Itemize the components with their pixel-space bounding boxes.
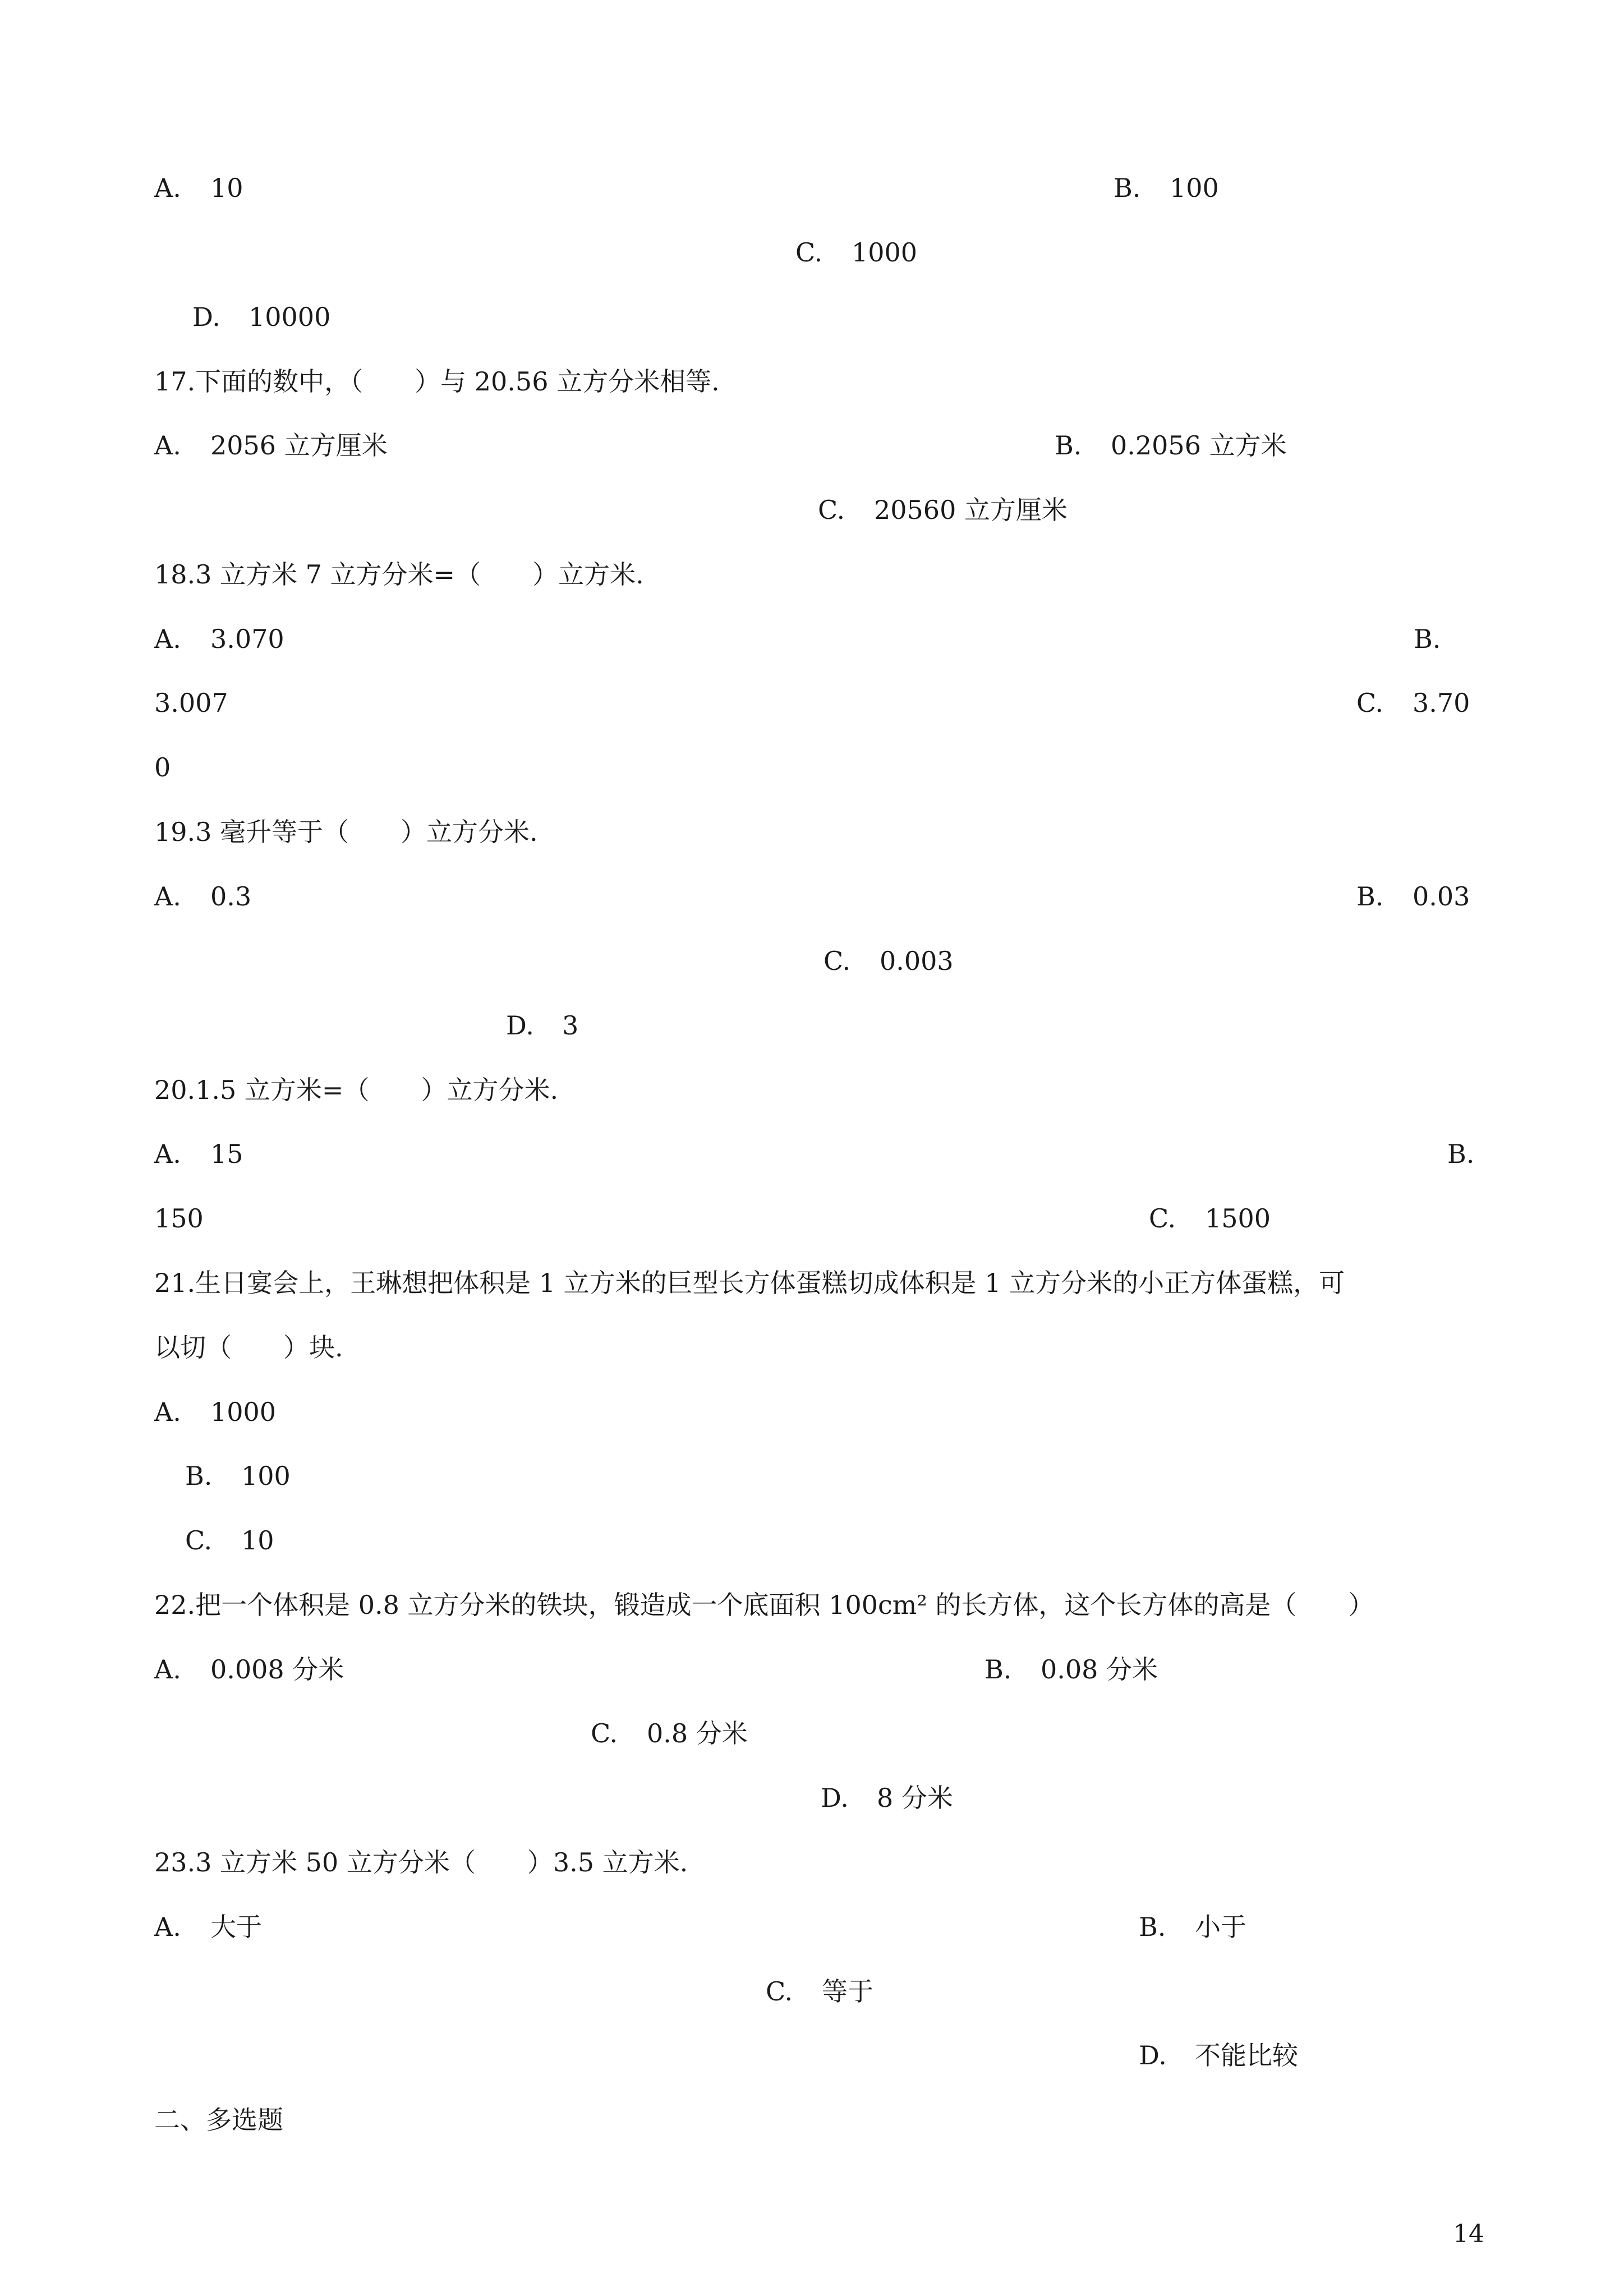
section-heading: 二、多选题 xyxy=(154,2105,283,2135)
option-label: C. xyxy=(1356,688,1384,718)
q21-option-c xyxy=(185,1525,274,1556)
q20-option-b-value: 150 xyxy=(154,1203,204,1234)
q17-option-a xyxy=(154,430,388,461)
option-value: 0.08 分米 xyxy=(1041,1654,1158,1685)
option-label: B. xyxy=(1114,173,1141,203)
option-value: 大于 xyxy=(210,1912,262,1942)
option-value: 0.003 xyxy=(880,946,954,976)
q18-option-b-value: 3.007 xyxy=(154,688,228,718)
q20-option-a xyxy=(154,1141,243,1167)
option-label: A. xyxy=(154,1654,181,1685)
option-label: A. xyxy=(154,1139,181,1169)
option-label: B. xyxy=(1356,881,1384,912)
q21-stem-line1: 21.生日宴会上，王琳想把体积是 1 立方米的巨型长方体蛋糕切成体积是 1 立方分米的小正方体蛋糕，可 xyxy=(154,1268,1345,1298)
option-value: 1000 xyxy=(852,237,918,268)
option-label: A. xyxy=(154,881,181,912)
q23-option-b xyxy=(1139,1914,1246,1940)
q18-option-c xyxy=(1356,690,1470,716)
q16-option-c xyxy=(795,237,918,268)
option-value: 10000 xyxy=(249,302,331,332)
option-label: C. xyxy=(185,1525,213,1556)
option-value: 1500 xyxy=(1205,1203,1271,1234)
option-value: 0.2056 立方米 xyxy=(1111,430,1287,461)
option-label: C. xyxy=(1149,1203,1176,1234)
option-label: C. xyxy=(766,1976,793,2007)
q23-option-a xyxy=(154,1914,262,1940)
q22-stem: 22.把一个体积是 0.8 立方分米的铁块，锻造成一个底面积 100cm² 的长方体，这个长方体的高是（ ） xyxy=(154,1590,1374,1620)
q23-stem: 23.3 立方米 50 立方分米（ ）3.5 立方米. xyxy=(154,1847,688,1878)
q17-stem: 17.下面的数中，（ ）与 20.56 立方分米相等. xyxy=(154,366,720,397)
option-value: 15 xyxy=(210,1139,243,1169)
q23-option-d xyxy=(1139,2042,1298,2068)
option-label: B. xyxy=(1139,1912,1166,1942)
option-value: 100 xyxy=(241,1461,291,1491)
option-label: A. xyxy=(154,430,181,461)
q20-option-c xyxy=(1149,1203,1271,1234)
q20-option-b-label: B. xyxy=(1447,1139,1475,1169)
q19-option-d xyxy=(506,1010,579,1041)
q21-option-b xyxy=(185,1463,291,1489)
q21-option-a xyxy=(154,1399,276,1425)
option-value: 等于 xyxy=(822,1976,873,2007)
q17-option-c xyxy=(818,497,1068,523)
option-label: C. xyxy=(823,946,851,976)
option-value: 0.008 分米 xyxy=(210,1654,344,1685)
option-label: A. xyxy=(154,624,181,654)
q22-option-a xyxy=(154,1654,344,1685)
option-value: 8 分米 xyxy=(877,1783,953,1813)
option-value: 0.03 xyxy=(1413,881,1470,912)
option-label: C. xyxy=(591,1718,618,1749)
option-label: A. xyxy=(154,1397,181,1427)
q19-option-c xyxy=(823,948,954,974)
q19-option-a xyxy=(154,881,252,912)
q17-option-b xyxy=(1055,430,1287,461)
q16-option-a xyxy=(154,175,243,201)
option-label: B. xyxy=(1055,430,1082,461)
option-label: A. xyxy=(154,1912,181,1942)
q16-option-b xyxy=(1114,175,1219,201)
option-value: 20560 立方厘米 xyxy=(874,495,1068,525)
option-label: D. xyxy=(821,1783,849,1813)
page-number: 14 xyxy=(1453,2220,1484,2248)
option-value: 3.70 xyxy=(1413,688,1470,718)
option-value: 3 xyxy=(562,1010,579,1041)
q23-option-c xyxy=(766,1976,873,2007)
option-label: D. xyxy=(1139,2040,1167,2070)
q19-stem: 19.3 毫升等于（ ）立方分米. xyxy=(154,817,538,847)
option-value: 1000 xyxy=(210,1397,277,1427)
q22-option-b xyxy=(984,1654,1158,1685)
option-value: 100 xyxy=(1170,173,1219,203)
q18-stem: 18.3 立方米 7 立方分米=（ ）立方米. xyxy=(154,559,644,590)
q19-option-b xyxy=(1356,881,1470,912)
option-value: 3.070 xyxy=(210,624,284,654)
option-value: 小于 xyxy=(1195,1912,1246,1942)
option-value: 10 xyxy=(241,1525,274,1556)
option-label: C. xyxy=(795,237,823,268)
option-label: B. xyxy=(185,1461,213,1491)
option-value: 0.3 xyxy=(210,881,252,912)
q22-option-d xyxy=(821,1785,953,1811)
q22-option-c xyxy=(591,1718,748,1749)
option-value: 不能比较 xyxy=(1195,2040,1298,2070)
q18-option-b-label: B. xyxy=(1414,624,1441,654)
option-label: C. xyxy=(818,495,845,525)
option-label: D. xyxy=(506,1010,534,1041)
q21-stem-line2: 以切（ ）块. xyxy=(154,1332,343,1363)
option-label: B. xyxy=(984,1654,1012,1685)
option-value: 10 xyxy=(210,173,243,203)
q20-stem: 20.1.5 立方米=（ ）立方分米. xyxy=(154,1075,559,1105)
option-value: 2056 立方厘米 xyxy=(210,430,388,461)
q16-option-d xyxy=(192,304,330,330)
q18-option-a xyxy=(154,626,284,652)
q18-option-c-continued: 0 xyxy=(154,752,171,783)
option-label: D. xyxy=(192,302,220,332)
option-label: A. xyxy=(154,173,181,203)
option-value: 0.8 分米 xyxy=(647,1718,748,1749)
